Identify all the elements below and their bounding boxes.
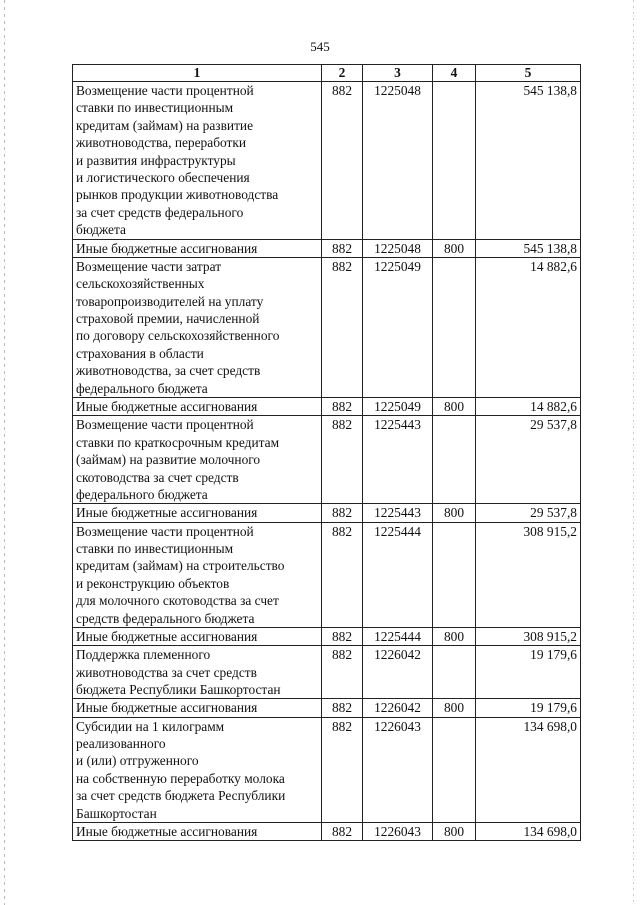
row-sum-cell: 19 179,6 — [476, 646, 581, 699]
row-sum-cell: 134 698,0 — [476, 717, 581, 822]
row-gr-cell: 882 — [322, 699, 363, 717]
row-gr-cell: 882 — [322, 504, 363, 522]
row-csr-cell: 1225049 — [363, 398, 433, 416]
row-name-cell: Иные бюджетные ассигнования — [73, 699, 322, 717]
row-name-cell: Возмещение части процентной ставки по инвестиционным кредитам (займам) на развитие животноводства, переработки и развития инфраструктуры и логистического обеспечения рынков продукции животноводства за счет средств федерального бюджета — [73, 82, 322, 240]
table-header-row — [73, 65, 581, 82]
row-sum-cell: 19 179,6 — [476, 699, 581, 717]
table-row — [73, 699, 581, 717]
row-gr-cell: 882 — [322, 416, 363, 504]
row-csr-cell: 1225443 — [363, 416, 433, 504]
row-sum-cell: 14 882,6 — [476, 257, 581, 397]
row-name-cell: Иные бюджетные ассигнования — [73, 504, 322, 522]
column-header-3: 3 — [363, 65, 433, 82]
row-gr-cell: 882 — [322, 398, 363, 416]
row-vr-cell — [433, 257, 476, 397]
row-csr-cell: 1226043 — [363, 717, 433, 822]
row-name-cell: Возмещение части затрат сельскохозяйственных товаропроизводителей на уплату страховой премии, начисленной по договору сельскохозяйственного страхования в области животноводства, за счет средств федерального бюджета — [73, 257, 322, 397]
row-vr-cell: 800 — [433, 699, 476, 717]
row-name-cell: Иные бюджетные ассигнования — [73, 239, 322, 257]
row-sum-cell: 134 698,0 — [476, 823, 581, 841]
table-row — [73, 257, 581, 397]
scan-edge-right — [633, 0, 634, 905]
column-header-4: 4 — [433, 65, 476, 82]
row-csr-cell: 1225048 — [363, 239, 433, 257]
row-vr-cell — [433, 416, 476, 504]
row-vr-cell — [433, 522, 476, 627]
column-header-1: 1 — [73, 65, 322, 82]
row-csr-cell: 1226042 — [363, 646, 433, 699]
row-vr-cell — [433, 646, 476, 699]
table-row — [73, 504, 581, 522]
row-sum-cell: 545 138,8 — [476, 239, 581, 257]
row-vr-cell: 800 — [433, 627, 476, 645]
row-csr-cell: 1225444 — [363, 627, 433, 645]
row-gr-cell: 882 — [322, 522, 363, 627]
row-sum-cell: 308 915,2 — [476, 522, 581, 627]
table-row — [73, 717, 581, 822]
column-header-5: 5 — [476, 65, 581, 82]
row-name-cell: Субсидии на 1 килограмм реализованного и (или) отгруженного на собственную переработку молока за счет средств бюджета Республики Башкортостан — [73, 717, 322, 822]
table-row — [73, 398, 581, 416]
row-vr-cell: 800 — [433, 239, 476, 257]
row-name-cell: Иные бюджетные ассигнования — [73, 627, 322, 645]
row-csr-cell: 1226042 — [363, 699, 433, 717]
row-csr-cell: 1226043 — [363, 823, 433, 841]
row-csr-cell: 1225049 — [363, 257, 433, 397]
table-row — [73, 522, 581, 627]
budget-table — [72, 64, 581, 841]
row-gr-cell: 882 — [322, 717, 363, 822]
page-number: 545 — [310, 39, 330, 54]
table-row — [73, 82, 581, 240]
row-sum-cell: 545 138,8 — [476, 82, 581, 240]
table-row — [73, 239, 581, 257]
row-csr-cell: 1225443 — [363, 504, 433, 522]
row-gr-cell: 882 — [322, 823, 363, 841]
row-sum-cell: 29 537,8 — [476, 416, 581, 504]
row-vr-cell: 800 — [433, 823, 476, 841]
row-vr-cell — [433, 717, 476, 822]
row-gr-cell: 882 — [322, 239, 363, 257]
row-name-cell: Поддержка племенного животноводства за счет средств бюджета Республики Башкортостан — [73, 646, 322, 699]
scan-edge-left — [4, 0, 5, 905]
row-gr-cell: 882 — [322, 257, 363, 397]
row-name-cell: Иные бюджетные ассигнования — [73, 823, 322, 841]
table-row — [73, 823, 581, 841]
row-vr-cell — [433, 82, 476, 240]
row-sum-cell: 308 915,2 — [476, 627, 581, 645]
table-row — [73, 627, 581, 645]
row-gr-cell: 882 — [322, 82, 363, 240]
row-gr-cell: 882 — [322, 646, 363, 699]
row-csr-cell: 1225444 — [363, 522, 433, 627]
row-csr-cell: 1225048 — [363, 82, 433, 240]
row-vr-cell: 800 — [433, 398, 476, 416]
row-name-cell: Возмещение части процентной ставки по краткосрочным кредитам (займам) на развитие молочного скотоводства за счет средств федерального бюджета — [73, 416, 322, 504]
row-sum-cell: 29 537,8 — [476, 504, 581, 522]
row-gr-cell: 882 — [322, 627, 363, 645]
row-sum-cell: 14 882,6 — [476, 398, 581, 416]
row-name-cell: Возмещение части процентной ставки по инвестиционным кредитам (займам) на строительство и реконструкцию объектов для молочного скотоводства за счет средств федерального бюджета — [73, 522, 322, 627]
table-row — [73, 416, 581, 504]
row-vr-cell: 800 — [433, 504, 476, 522]
column-header-2: 2 — [322, 65, 363, 82]
row-name-cell: Иные бюджетные ассигнования — [73, 398, 322, 416]
table-row — [73, 646, 581, 699]
